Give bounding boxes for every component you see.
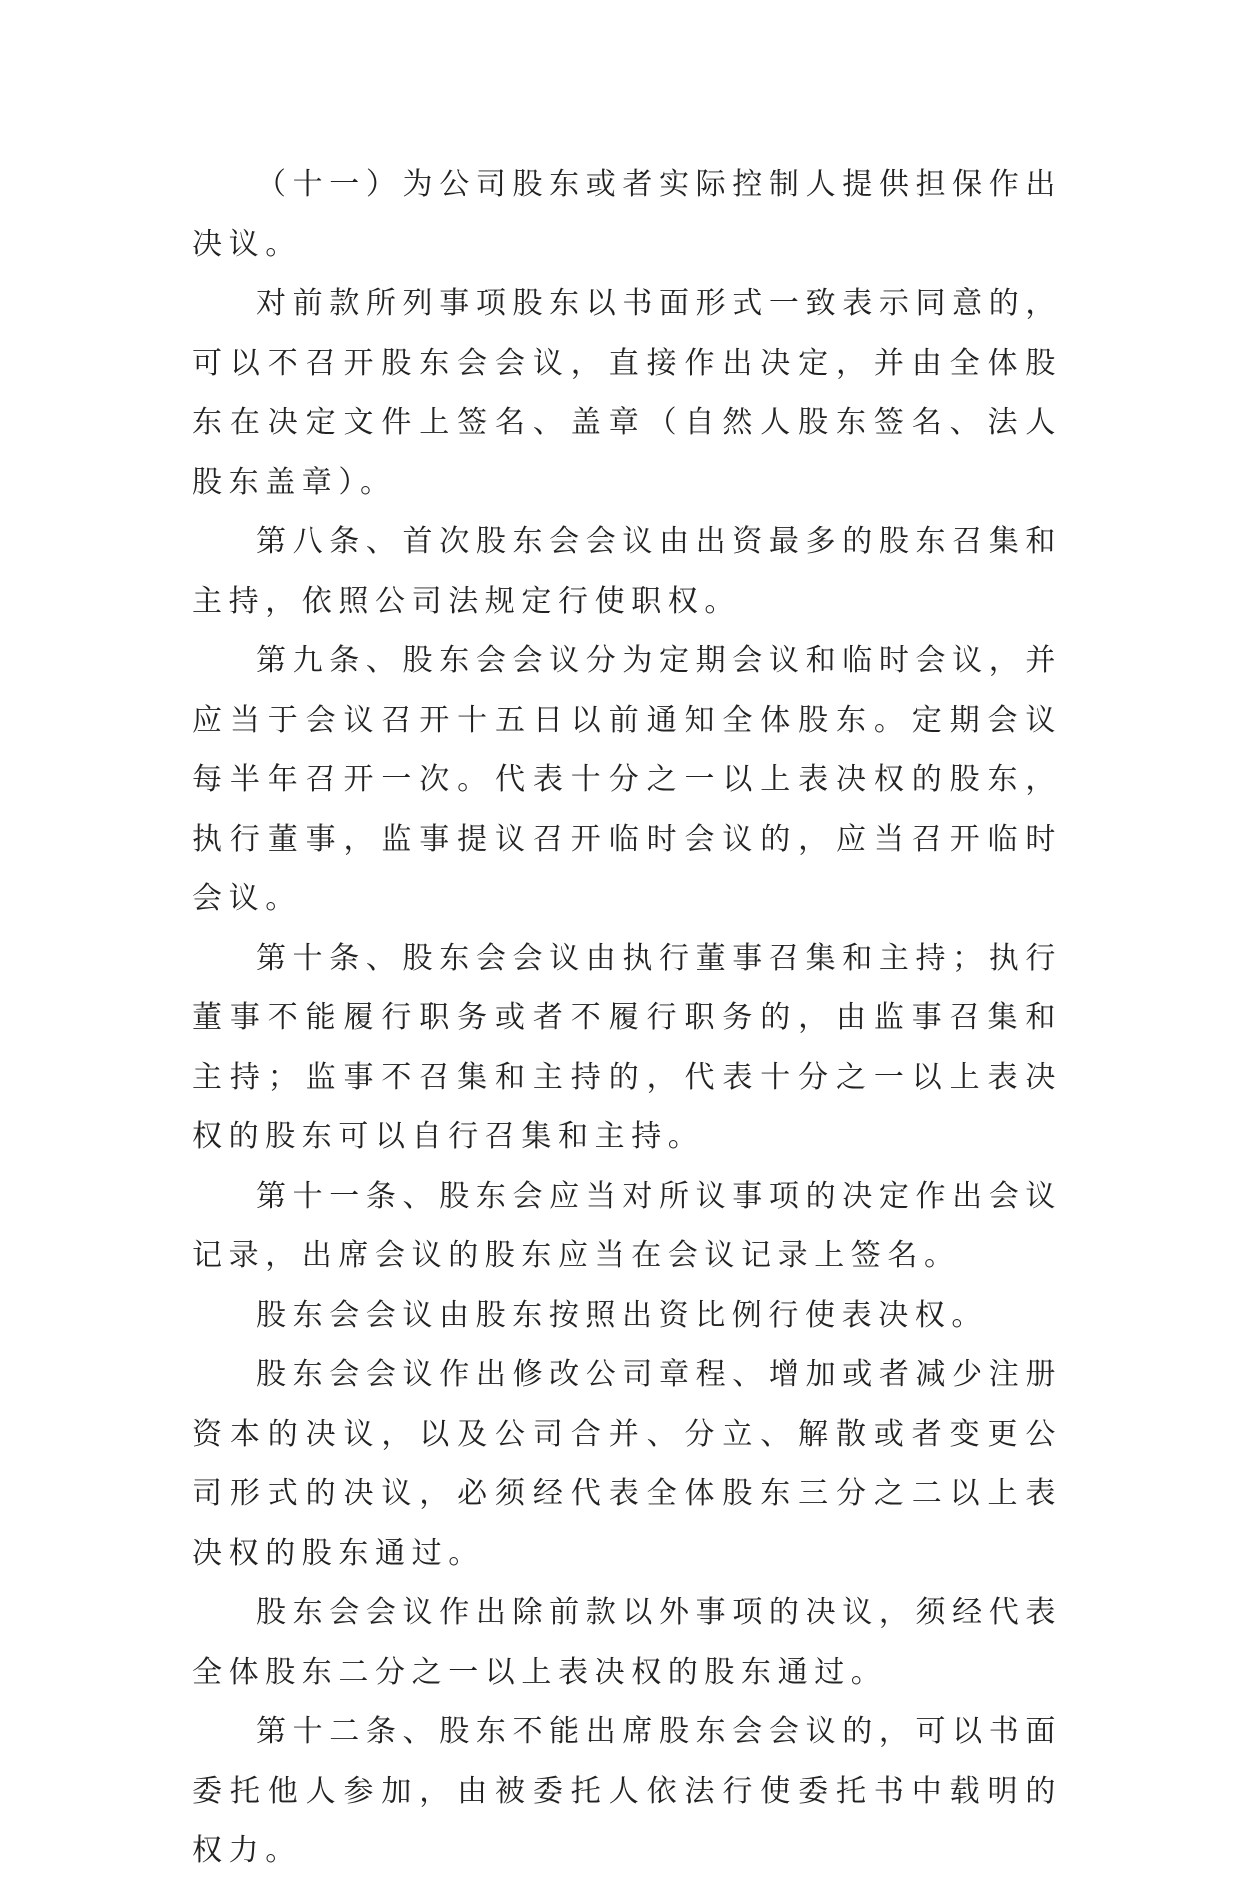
paragraph-guarantee-resolution: （十一）为公司股东或者实际控制人提供担保作出决议。 bbox=[192, 167, 1062, 262]
paragraph-ordinary-resolution: 股东会会议作出除前款以外事项的决议，须经代表全体股东二分之一以上表决权的股东通过。 bbox=[192, 1595, 1062, 1690]
document-body bbox=[192, 155, 1062, 1881]
paragraph-article-9: 第九条、股东会会议分为定期会议和临时会议，并应当于会议召开十五日以前通知全体股东。定期会议每半年召开一次。代表十分之一以上表决权的股东，执行董事，监事提议召开临时会议的，应当召开临时会议。 bbox=[192, 643, 1062, 916]
paragraph-article-12: 第十二条、股东不能出席股东会会议的，可以书面委托他人参加，由被委托人依法行使委托书中载明的权力。 bbox=[192, 1714, 1062, 1868]
paragraph-written-consent: 对前款所列事项股东以书面形式一致表示同意的，可以不召开股东会会议，直接作出决定，并由全体股东在决定文件上签名、盖章（自然人股东签名、法人股东盖章）。 bbox=[192, 286, 1062, 500]
paragraph-voting-rights: 股东会会议由股东按照出资比例行使表决权。 bbox=[256, 1297, 988, 1333]
paragraph-special-resolution: 股东会会议作出修改公司章程、增加或者减少注册资本的决议，以及公司合并、分立、解散或者变更公司形式的决议，必须经代表全体股东三分之二以上表决权的股东通过。 bbox=[192, 1357, 1062, 1571]
paragraph-article-10: 第十条、股东会会议由执行董事召集和主持；执行董事不能履行职务或者不履行职务的，由监事召集和主持；监事不召集和主持的，代表十分之一以上表决权的股东可以自行召集和主持。 bbox=[192, 940, 1062, 1154]
paragraph-article-11: 第十一条、股东会应当对所议事项的决定作出会议记录，出席会议的股东应当在会议记录上签名。 bbox=[192, 1178, 1062, 1273]
paragraph-article-8: 第八条、首次股东会会议由出资最多的股东召集和主持，依照公司法规定行使职权。 bbox=[192, 524, 1062, 619]
